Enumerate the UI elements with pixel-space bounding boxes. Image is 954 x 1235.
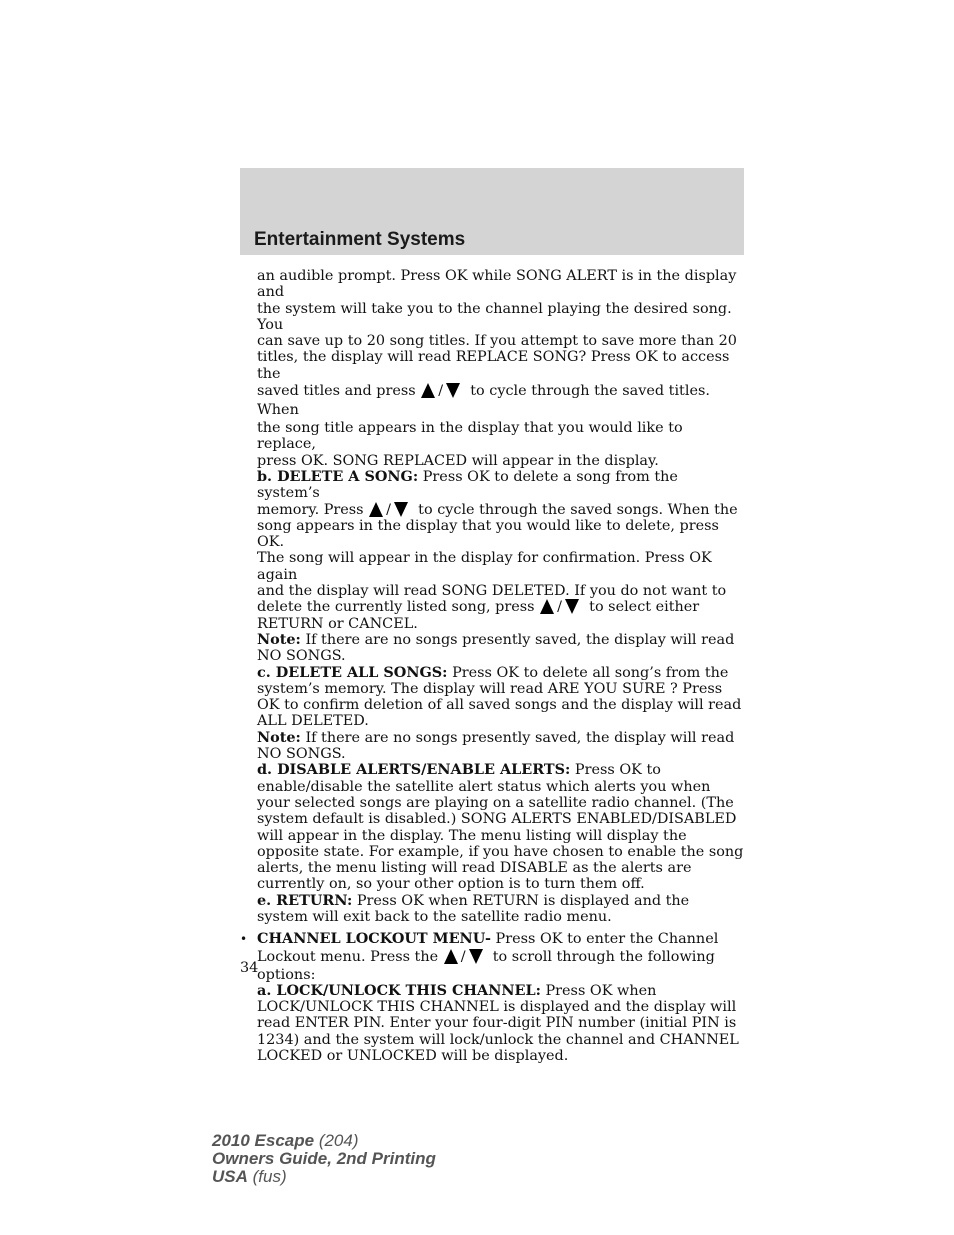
text-line: to cycle through the saved titles. When xyxy=(257,383,710,419)
text-line: the song title appears in the display that you would like to replace, xyxy=(257,420,683,453)
body-text xyxy=(240,268,744,1065)
slash-separator: / xyxy=(438,383,444,400)
down-arrow-icon xyxy=(565,599,579,614)
slash-separator: / xyxy=(557,599,562,616)
footer-model-code: (204) xyxy=(314,1131,359,1150)
text-line: saved titles and press xyxy=(257,383,416,400)
text-line: Lockout menu. Press the xyxy=(257,948,439,965)
text-line: Press OK to enter the Channel xyxy=(490,931,719,948)
up-arrow-icon xyxy=(444,949,458,964)
note-text: If there are no songs presently saved, the display will read NO SONGS. xyxy=(257,729,735,763)
paragraph-return xyxy=(257,893,744,926)
bullet-mark: • xyxy=(240,932,248,947)
footer-imprint xyxy=(212,1132,436,1186)
item-label: CHANNEL LOCKOUT MENU- xyxy=(257,930,491,948)
note-label: Note: xyxy=(257,630,301,648)
footer-market: USA xyxy=(212,1167,248,1186)
footer-market-code: (fus) xyxy=(247,1167,287,1186)
section-title: Entertainment Systems xyxy=(254,229,466,250)
text-line: can save up to 20 song titles. If you attempt to save more than 20 xyxy=(257,333,737,350)
text-line: delete the currently listed song, press xyxy=(257,599,535,616)
item-label: e. RETURN: xyxy=(257,891,353,909)
up-arrow-icon xyxy=(369,502,383,517)
text-line: The song will appear in the display for confirmation. Press OK again xyxy=(257,550,712,583)
item-text: Press OK when RETURN is displayed and the system will exit back to the satellite radio menu. xyxy=(257,892,690,925)
paragraph-song-alert xyxy=(257,268,744,469)
item-text: Press OK to enable/disable the satellite alert status which alerts you when your selected songs are playing on a satellite radio channel. (The system default is disabled.) SONG ALERTS ENABLED/DISABLED will appear in the display. The menu listing will display the opposite state. For example, if you have chosen to enable the song alerts, the menu listing will read DISABLE as the alerts are currently on, so your other option is to turn them off. xyxy=(257,762,744,893)
item-label: b. DELETE A SONG: xyxy=(257,467,419,485)
text-line: RETURN or CANCEL. xyxy=(257,615,418,632)
footer-edition: Owners Guide, 2nd Printing xyxy=(212,1149,436,1168)
paragraph-note xyxy=(257,730,744,763)
text-line: the system will take you to the channel playing the desired song. You xyxy=(257,300,732,333)
text-line: to cycle through the saved songs. When the xyxy=(418,501,738,518)
up-arrow-icon xyxy=(421,383,435,398)
up-arrow-icon xyxy=(540,599,554,614)
paragraph-delete-song xyxy=(257,469,744,632)
item-label: a. LOCK/UNLOCK THIS CHANNEL: xyxy=(257,981,541,999)
down-arrow-icon xyxy=(446,383,460,398)
page-number: 34 xyxy=(240,960,259,976)
text-line: an audible prompt. Press OK while SONG ALERT is in the display and xyxy=(257,268,737,301)
footer-model: 2010 Escape xyxy=(212,1131,315,1150)
slash-separator: / xyxy=(386,501,392,518)
section-header xyxy=(240,168,744,255)
text-line: titles, the display will read REPLACE SONG? Press OK to access the xyxy=(257,349,730,382)
down-arrow-icon xyxy=(469,949,483,964)
note-text: If there are no songs presently saved, the display will read NO SONGS. xyxy=(257,631,735,665)
down-arrow-icon xyxy=(394,502,408,517)
paragraph-delete-all xyxy=(257,665,744,730)
note-label: Note: xyxy=(257,728,301,746)
text-line: memory. Press xyxy=(257,501,364,518)
text-line: to scroll through the following xyxy=(492,948,715,965)
item-text: Press OK to delete all song’s from the system’s memory. The display will read ARE YOU SURE ? Press OK to confirm deletion of all saved songs and the display will read ALL DELETED. xyxy=(257,664,742,730)
paragraph-disable-alerts xyxy=(257,762,744,892)
item-text: Press OK when LOCK/UNLOCK THIS CHANNEL is displayed and the display will read ENTER PIN. Enter your four-digit PIN number (initial PIN is 1234) and the system will lock/unlock the channel and CHANNEL LOCKED or UNLOCKED will be displayed. xyxy=(257,982,739,1065)
item-label: c. DELETE ALL SONGS: xyxy=(257,663,448,681)
text-line: song appears in the display that you would like to delete, press OK. xyxy=(257,517,719,551)
paragraph-note xyxy=(257,632,744,665)
text-line: options: xyxy=(257,966,316,983)
paragraph-lock-unlock xyxy=(257,983,744,1064)
text-line: Press OK to delete a song from the system’s xyxy=(257,468,678,502)
slash-separator: / xyxy=(460,948,466,965)
item-label: d. DISABLE ALERTS/ENABLE ALERTS: xyxy=(257,761,571,779)
text-line: and the display will read SONG DELETED. If you do not want to xyxy=(257,583,727,600)
text-line: press OK. SONG REPLACED will appear in the display. xyxy=(257,452,659,469)
text-line: to select either xyxy=(589,599,700,616)
